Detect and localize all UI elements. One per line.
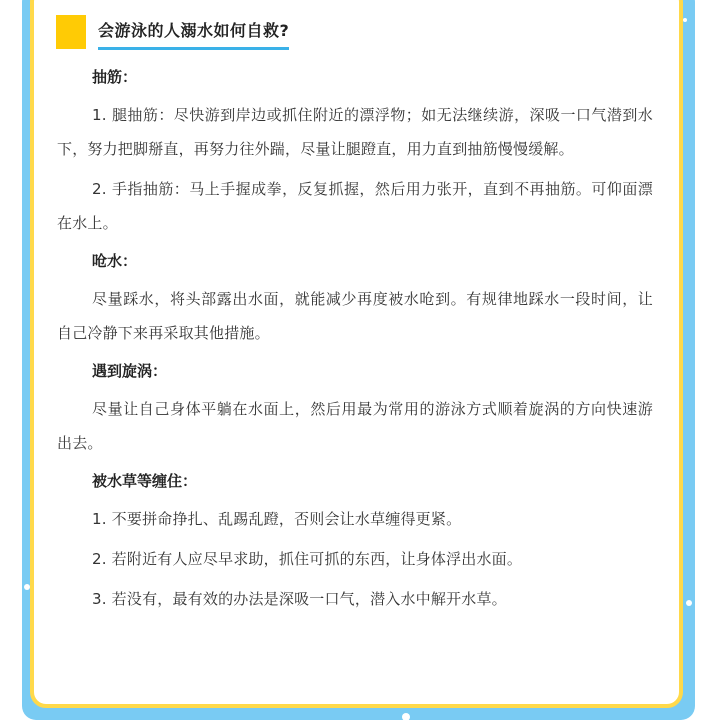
paragraph: 3. 若没有，最有效的办法是深吸一口气，潜入水中解开水草。	[92, 590, 507, 608]
section-whirlpool	[57, 356, 653, 460]
article-header	[56, 14, 289, 50]
paragraph: 2. 若附近有人应尽早求助，抓住可抓的东西，让身体浮出水面。	[92, 550, 523, 568]
section-cramp	[57, 62, 653, 240]
section-heading: 遇到旋涡：	[92, 362, 168, 380]
section-heading: 呛水：	[92, 252, 138, 270]
paragraph: 尽量踩水，将头部露出水面，就能减少再度被水呛到。有规律地踩水一段时间，让自己冷静下来再采取其他措施。	[57, 290, 653, 342]
section-choking	[57, 246, 653, 350]
paragraph: 2. 手指抽筋：马上手握成拳，反复抓握，然后用力张开，直到不再抽筋。可仰面漂在水上。	[57, 180, 653, 232]
title-marker-square	[56, 15, 86, 49]
decorative-dot	[683, 18, 687, 22]
section-heading: 抽筋：	[92, 68, 138, 86]
title-underline	[98, 18, 289, 50]
page-title: 会游泳的人溺水如何自救?	[98, 21, 290, 40]
article-body	[57, 62, 653, 616]
paragraph: 1. 腿抽筋：尽快游到岸边或抓住附近的漂浮物；如无法继续游，深吸一口气潜到水下，努力把脚掰直，再努力往外踹，尽量让腿蹬直，用力直到抽筋慢慢缓解。	[57, 106, 653, 158]
paragraph: 1. 不要拼命挣扎、乱踢乱蹬，否则会让水草缠得更紧。	[92, 510, 462, 528]
paragraph: 尽量让自己身体平躺在水面上，然后用最为常用的游泳方式顺着旋涡的方向快速游出去。	[57, 400, 653, 452]
section-waterweeds	[57, 466, 653, 616]
section-heading: 被水草等缠住：	[92, 472, 198, 490]
decorative-dot	[686, 600, 692, 606]
